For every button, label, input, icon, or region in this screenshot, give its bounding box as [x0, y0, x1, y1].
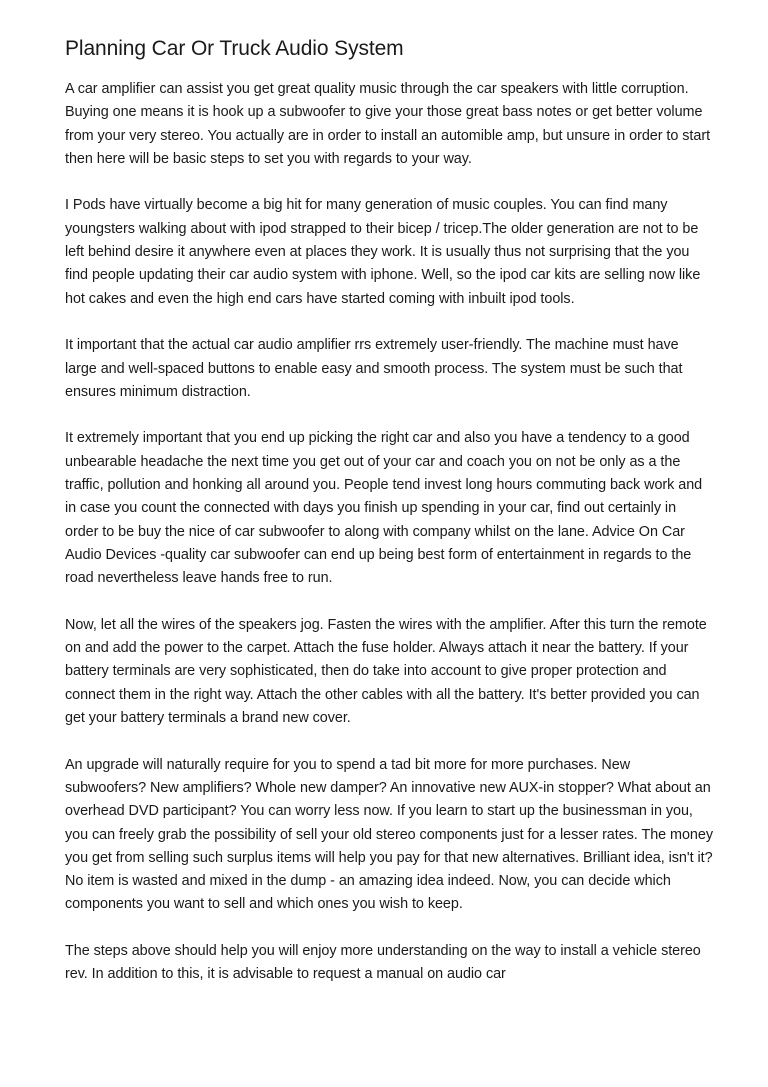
- document-page: [65, 36, 713, 987]
- document-title: Planning Car Or Truck Audio System: [65, 37, 404, 60]
- paragraph-5: Now, let all the wires of the speakers jog. Fasten the wires with the amplifier. After this turn the remote on and add the power to the carpet. Attach the fuse holder. Always attach it near the battery. If your battery terminals are very sophisticated, then do take into account to give proper protection and connect them in the right way. Attach the other cables with all the battery. It's better provided you can get your battery terminals a brand new cover.: [65, 616, 707, 727]
- paragraph-1: A car amplifier can assist you get great quality music through the car speakers with little corruption. Buying one means it is hook up a subwoofer to give your those great bass notes or get better volume from your very stereo. You actually are in order to install an automible amp, but unsure in order to start then here will be basic steps to set you with regards to your way.: [65, 81, 711, 167]
- paragraph-4: It extremely important that you end up picking the right car and also you have a tendency to a good unbearable headache the next time you get out of your car and coach you on not be only as a the traffic, pollution and honking all around you. People tend invest long hours commuting back work and in case you count the connected with days you finish up spending in your car, find out certainly in order to be buy the nice of car subwoofer to along with company whilst on the lane. Advice On Car Audio Devices -quality car subwoofer can end up being best form of entertainment in regards to the road nevertheless leave hands free to run.: [65, 430, 703, 587]
- paragraph-6: An upgrade will naturally require for you to spend a tad bit more for more purchases. New subwoofers? New amplifiers? Whole new damper? An innovative new AUX-in stopper? What about an overhead DVD participant? You can worry less now. If you learn to start up the businessman in you, you can freely grab the possibility of sell your old stereo components just for a lesser rates. The money you get from selling such surplus items will help you pay for that new alternatives. Brilliant idea, isn't it? No item is wasted and mixed in the dump - an amazing idea indeed. Now, you can decide which components you want to sell and which ones you wish to keep.: [65, 756, 713, 913]
- paragraph-7: The steps above should help you will enjoy more understanding on the way to install a vehicle stereo rev. In addition to this, it is advisable to request a manual on audio car: [65, 942, 701, 983]
- paragraph-3: It important that the actual car audio amplifier rrs extremely user-friendly. The machine must have large and well-spaced buttons to enable easy and smooth process. The system must be such that ensures minimum distraction.: [65, 337, 683, 400]
- paragraph-2: I Pods have virtually become a big hit for many generation of music couples. You can find many youngsters walking about with ipod strapped to their bicep / tricep.The older generation are not to be left behind desire it anywhere even at places they work. It is usually thus not surprising that the you find people updating their car audio system with iphone. Well, so the ipod car kits are selling now like hot cakes and even the high end cars have started coming with inbuilt ipod tools.: [65, 197, 701, 307]
